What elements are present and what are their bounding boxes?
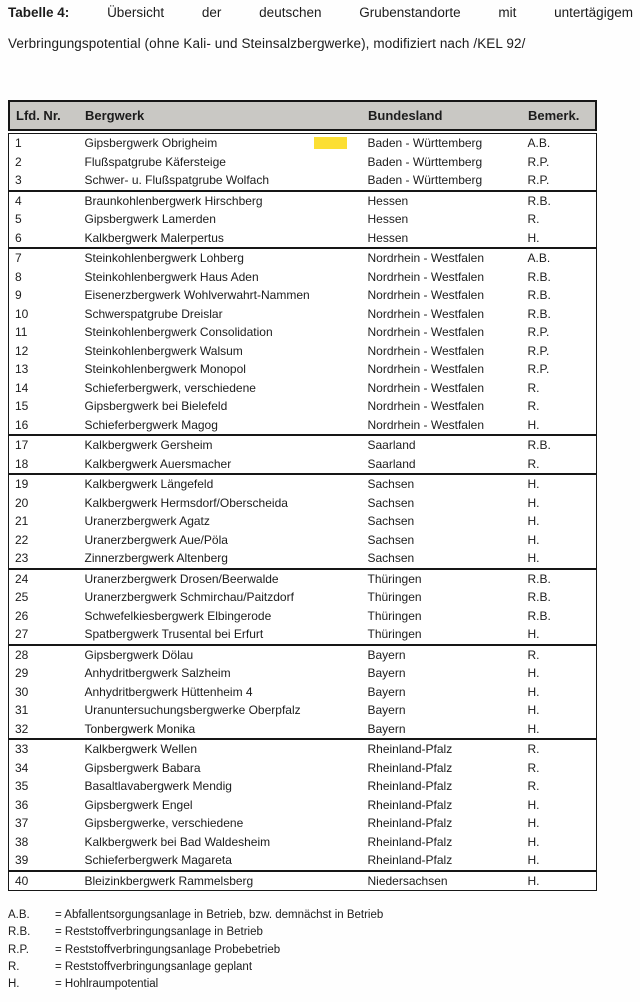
legend-row (8, 907, 383, 924)
cell-remark: R.B. (527, 306, 551, 321)
state-group (8, 474, 597, 569)
caption-line-1 (8, 5, 633, 20)
cell-mine-name: Schwerspatgrube Dreislar (84, 306, 223, 321)
legend-abbr: R.P. (8, 943, 29, 956)
table-row (9, 249, 596, 268)
table-row (9, 416, 596, 435)
cell-mine-name: Gipsbergwerk Babara (84, 760, 201, 775)
cell-row-number: 2 (15, 154, 22, 169)
cell-remark: R.B. (527, 288, 551, 303)
table-header-row (8, 100, 597, 131)
mines-table (8, 100, 597, 891)
cell-mine-name: Braunkohlenbergwerk Hirschberg (84, 193, 263, 208)
cell-row-number: 35 (15, 779, 29, 794)
cell-remark: H. (527, 853, 540, 868)
table-row (9, 192, 596, 211)
cell-row-number: 11 (15, 325, 28, 340)
cell-remark: R.B. (527, 193, 551, 208)
cell-remark: H. (527, 551, 540, 566)
column-header-bergwerk: Bergwerk (85, 108, 145, 123)
table-row (9, 397, 596, 416)
cell-row-number: 8 (15, 269, 22, 284)
cell-mine-name: Gipsbergwerk bei Bielefeld (84, 399, 228, 414)
cell-row-number: 32 (15, 721, 29, 736)
legend-abbr: R.B. (8, 926, 31, 939)
table-row (9, 455, 596, 474)
cell-mine-name: Schieferbergwerk, verschiedene (84, 380, 256, 395)
cell-remark: R. (527, 456, 540, 471)
cell-state: Nordrhein - Westfalen (367, 343, 484, 358)
table-row (9, 549, 596, 568)
cell-mine-name: Schwer- u. Flußspatgrube Wolfach (84, 173, 270, 188)
cell-state: Sachsen (367, 514, 415, 529)
cell-row-number: 21 (15, 514, 29, 529)
cell-mine-name: Kalkbergwerk Hermsdorf/Oberscheida (84, 495, 288, 510)
cell-row-number: 37 (15, 816, 29, 831)
table-row (9, 286, 596, 305)
cell-remark: R. (527, 212, 540, 227)
cell-mine-name: Schieferbergwerk Magareta (84, 853, 232, 868)
cell-row-number: 14 (15, 380, 29, 395)
legend-row (8, 942, 383, 959)
caption-word: Grubenstandorte (359, 5, 461, 20)
cell-remark: H. (527, 721, 540, 736)
cell-state: Nordrhein - Westfalen (367, 417, 484, 432)
cell-row-number: 24 (15, 571, 29, 586)
legend-abbr: R. (8, 960, 20, 973)
cell-mine-name: Steinkohlenbergwerk Consolidation (84, 325, 273, 340)
cell-remark: R. (527, 760, 540, 775)
state-group (8, 248, 597, 435)
legend-definition: = Reststoffverbringungsanlage geplant (55, 960, 253, 973)
cell-row-number: 13 (15, 362, 29, 377)
table-row (9, 210, 596, 229)
caption-word: untertägigem (554, 5, 633, 20)
cell-row-number: 1 (15, 136, 22, 151)
cell-row-number: 27 (15, 627, 29, 642)
cell-state: Rheinland-Pfalz (367, 742, 453, 757)
table-row (9, 625, 596, 644)
cell-remark: R.P. (527, 343, 550, 358)
cell-row-number: 26 (15, 608, 29, 623)
cell-state: Sachsen (367, 477, 415, 492)
table-row (9, 720, 596, 739)
cell-state: Thüringen (367, 608, 422, 623)
caption-word: mit (498, 5, 517, 20)
table-row (9, 153, 596, 172)
cell-row-number: 40 (15, 873, 29, 888)
cell-remark: R.B. (527, 269, 551, 284)
cell-row-number: 15 (15, 399, 29, 414)
table-body (8, 133, 597, 891)
state-group (8, 645, 597, 740)
cell-state: Saarland (367, 456, 416, 471)
column-header-bemerk: Bemerk. (528, 108, 580, 123)
table-row (9, 664, 596, 683)
caption-label: Tabelle 4: (8, 5, 70, 20)
cell-remark: R.B. (527, 590, 551, 605)
caption-word: der (201, 5, 222, 20)
cell-mine-name: Uranerzbergwerk Schmirchau/Paitzdorf (84, 590, 294, 605)
legend-definition: = Abfallentsorgungsanlage in Betrieb, bzw. demnächst in Betrieb (55, 909, 384, 921)
cell-row-number: 4 (15, 193, 22, 208)
cell-remark: H. (527, 816, 540, 831)
table-row (9, 683, 596, 702)
cell-mine-name: Steinkohlenbergwerk Haus Aden (84, 269, 259, 284)
cell-state: Rheinland-Pfalz (367, 779, 453, 794)
cell-remark: R.P. (527, 362, 550, 377)
cell-row-number: 12 (15, 343, 29, 358)
legend-definition: = Reststoffverbringungsanlage Probebetrieb (55, 943, 281, 956)
cell-mine-name: Steinkohlenbergwerk Lohberg (84, 251, 244, 266)
cell-remark: H. (527, 477, 540, 492)
table-row (9, 436, 596, 455)
cell-remark: H. (527, 834, 540, 849)
cell-remark: H. (527, 666, 540, 681)
table-row (9, 833, 596, 852)
legend-abbr: A.B. (8, 909, 30, 921)
cell-mine-name: Kalkbergwerk Malerpertus (84, 230, 224, 245)
cell-row-number: 36 (15, 797, 29, 812)
cell-state: Bayern (367, 647, 406, 662)
table-row (9, 872, 596, 891)
cell-row-number: 18 (15, 456, 29, 471)
table-row (9, 323, 596, 342)
cell-row-number: 31 (15, 703, 29, 718)
legend-definition: = Hohlraumpotential (55, 978, 159, 991)
cell-mine-name: Schieferbergwerk Magog (84, 417, 218, 432)
cell-state: Nordrhein - Westfalen (367, 306, 484, 321)
cell-state: Nordrhein - Westfalen (367, 399, 484, 414)
table-row (9, 360, 596, 379)
cell-remark: R. (527, 779, 540, 794)
cell-state: Nordrhein - Westfalen (367, 251, 484, 266)
cell-state: Sachsen (367, 551, 415, 566)
cell-state: Nordrhein - Westfalen (367, 288, 484, 303)
state-group (8, 871, 597, 892)
cell-remark: A.B. (527, 136, 551, 151)
table-row (9, 588, 596, 607)
state-group (8, 191, 597, 249)
table-row (9, 379, 596, 398)
cell-state: Hessen (367, 212, 409, 227)
cell-mine-name: Flußspatgrube Käfersteige (84, 154, 226, 169)
cell-mine-name: Gipsbergwerk Obrigheim (84, 136, 218, 151)
cell-mine-name: Anhydritbergwerk Hüttenheim 4 (84, 684, 253, 699)
cell-state: Bayern (367, 684, 406, 699)
table-row (9, 512, 596, 531)
cell-row-number: 39 (15, 853, 29, 868)
cell-remark: H. (527, 703, 540, 718)
cell-remark: R.B. (527, 438, 551, 453)
cell-remark: H. (527, 417, 540, 432)
cell-row-number: 10 (15, 306, 29, 321)
cell-remark: R. (527, 647, 540, 662)
cell-mine-name: Kalkbergwerk Wellen (84, 742, 197, 757)
cell-row-number: 38 (15, 834, 29, 849)
cell-mine-name: Uranerzbergwerk Aue/Pöla (84, 532, 228, 547)
yellow-highlight-mark (314, 137, 347, 149)
cell-state: Saarland (367, 438, 416, 453)
cell-state: Rheinland-Pfalz (367, 760, 453, 775)
cell-mine-name: Gipsbergwerk Engel (84, 797, 193, 812)
cell-state: Rheinland-Pfalz (367, 834, 453, 849)
cell-remark: H. (527, 495, 540, 510)
cell-mine-name: Kalkbergwerk Längefeld (84, 477, 214, 492)
cell-state: Thüringen (367, 627, 422, 642)
cell-mine-name: Uranuntersuchungsbergwerke Oberpfalz (84, 703, 301, 718)
cell-remark: R.B. (527, 571, 551, 586)
table-row (9, 777, 596, 796)
cell-remark: R. (527, 742, 540, 757)
cell-state: Bayern (367, 721, 406, 736)
state-group (8, 739, 597, 871)
table-row (9, 851, 596, 870)
cell-row-number: 9 (15, 288, 22, 303)
cell-remark: R. (527, 380, 540, 395)
cell-state: Bayern (367, 666, 406, 681)
cell-state: Bayern (367, 703, 406, 718)
legend (8, 907, 383, 993)
legend-definition: = Reststoffverbringungsanlage in Betrieb (55, 926, 263, 939)
table-row (9, 171, 596, 190)
cell-mine-name: Uranerzbergwerk Agatz (84, 514, 210, 529)
cell-state: Nordrhein - Westfalen (367, 269, 484, 284)
state-group (8, 435, 597, 474)
legend-row (8, 976, 383, 993)
table-row (9, 570, 596, 589)
cell-mine-name: Kalkbergwerk bei Bad Waldesheim (84, 834, 271, 849)
cell-remark: H. (527, 514, 540, 529)
cell-row-number: 29 (15, 666, 29, 681)
cell-state: Rheinland-Pfalz (367, 797, 453, 812)
cell-row-number: 22 (15, 532, 29, 547)
cell-mine-name: Kalkbergwerk Gersheim (84, 438, 213, 453)
table-row (9, 814, 596, 833)
table-row (9, 229, 596, 248)
cell-state: Baden - Württemberg (367, 154, 483, 169)
cell-row-number: 20 (15, 495, 29, 510)
cell-row-number: 17 (15, 438, 29, 453)
table-row (9, 531, 596, 550)
cell-row-number: 34 (15, 760, 29, 775)
cell-mine-name: Uranerzbergwerk Drosen/Beerwalde (84, 571, 279, 586)
cell-mine-name: Zinnerzbergwerk Altenberg (84, 551, 228, 566)
table-row (9, 475, 596, 494)
legend-row (8, 924, 383, 941)
legend-row (8, 959, 383, 976)
state-group (8, 133, 597, 191)
cell-remark: H. (527, 627, 540, 642)
cell-state: Niedersachsen (367, 873, 448, 888)
cell-remark: R.P. (527, 325, 550, 340)
cell-remark: H. (527, 684, 540, 699)
cell-mine-name: Kalkbergwerk Auersmacher (84, 456, 232, 471)
caption-word: deutschen (259, 5, 322, 20)
table-row (9, 646, 596, 665)
caption-line-2: Verbringungspotential (ohne Kali- und Steinsalzbergwerke), modifiziert nach /KEL 92/ (8, 36, 526, 51)
cell-state: Hessen (367, 230, 409, 245)
cell-row-number: 19 (15, 477, 29, 492)
cell-mine-name: Schwefelkiesbergwerk Elbingerode (84, 608, 272, 623)
cell-mine-name: Steinkohlenbergwerk Monopol (84, 362, 246, 377)
cell-row-number: 23 (15, 551, 29, 566)
cell-mine-name: Tonbergwerk Monika (84, 721, 196, 736)
table-row (9, 342, 596, 361)
cell-row-number: 6 (15, 230, 22, 245)
table-row (9, 607, 596, 626)
cell-state: Baden - Württemberg (367, 136, 483, 151)
column-header-lfd-nr: Lfd. Nr. (16, 108, 61, 123)
cell-mine-name: Gipsbergwerke, verschiedene (84, 816, 244, 831)
table-row (9, 701, 596, 720)
table-row (9, 494, 596, 513)
table-row (9, 305, 596, 324)
cell-row-number: 5 (15, 212, 22, 227)
cell-row-number: 3 (15, 173, 22, 188)
cell-row-number: 16 (15, 417, 29, 432)
legend-abbr: H. (8, 978, 20, 991)
cell-mine-name: Spatbergwerk Trusental bei Erfurt (84, 627, 264, 642)
cell-state: Rheinland-Pfalz (367, 816, 453, 831)
cell-remark: A.B. (527, 251, 551, 266)
cell-row-number: 33 (15, 742, 29, 757)
cell-mine-name: Bleizinkbergwerk Rammelsberg (84, 873, 254, 888)
cell-remark: R.B. (527, 608, 551, 623)
cell-mine-name: Eisenerzbergwerk Wohlverwahrt-Nammen (84, 288, 310, 303)
cell-row-number: 30 (15, 684, 29, 699)
cell-row-number: 28 (15, 647, 29, 662)
caption-word: Übersicht (107, 5, 165, 20)
cell-remark: H. (527, 873, 540, 888)
table-row (9, 268, 596, 287)
cell-mine-name: Gipsbergwerk Dölau (84, 647, 194, 662)
cell-state: Nordrhein - Westfalen (367, 362, 484, 377)
table-caption (8, 5, 633, 51)
cell-state: Thüringen (367, 590, 422, 605)
table-row (9, 759, 596, 778)
cell-remark: H. (527, 532, 540, 547)
cell-state: Sachsen (367, 532, 415, 547)
cell-state: Thüringen (367, 571, 422, 586)
cell-row-number: 25 (15, 590, 29, 605)
cell-remark: R.P. (527, 154, 550, 169)
cell-state: Sachsen (367, 495, 415, 510)
table-row (9, 796, 596, 815)
cell-state: Rheinland-Pfalz (367, 853, 453, 868)
column-header-bundesland: Bundesland (368, 108, 443, 123)
cell-mine-name: Gipsbergwerk Lamerden (84, 212, 216, 227)
cell-mine-name: Anhydritbergwerk Salzheim (84, 666, 231, 681)
cell-remark: R. (527, 399, 540, 414)
cell-remark: H. (527, 797, 540, 812)
state-group (8, 569, 597, 645)
cell-state: Baden - Württemberg (367, 173, 483, 188)
cell-row-number: 7 (15, 251, 22, 266)
table-row (9, 134, 596, 153)
cell-remark: H. (527, 230, 540, 245)
cell-mine-name: Steinkohlenbergwerk Walsum (84, 343, 243, 358)
cell-mine-name: Basaltlavabergwerk Mendig (84, 779, 232, 794)
table-row (9, 740, 596, 759)
cell-remark: R.P. (527, 173, 550, 188)
cell-state: Nordrhein - Westfalen (367, 325, 484, 340)
cell-state: Hessen (367, 193, 409, 208)
cell-state: Nordrhein - Westfalen (367, 380, 484, 395)
